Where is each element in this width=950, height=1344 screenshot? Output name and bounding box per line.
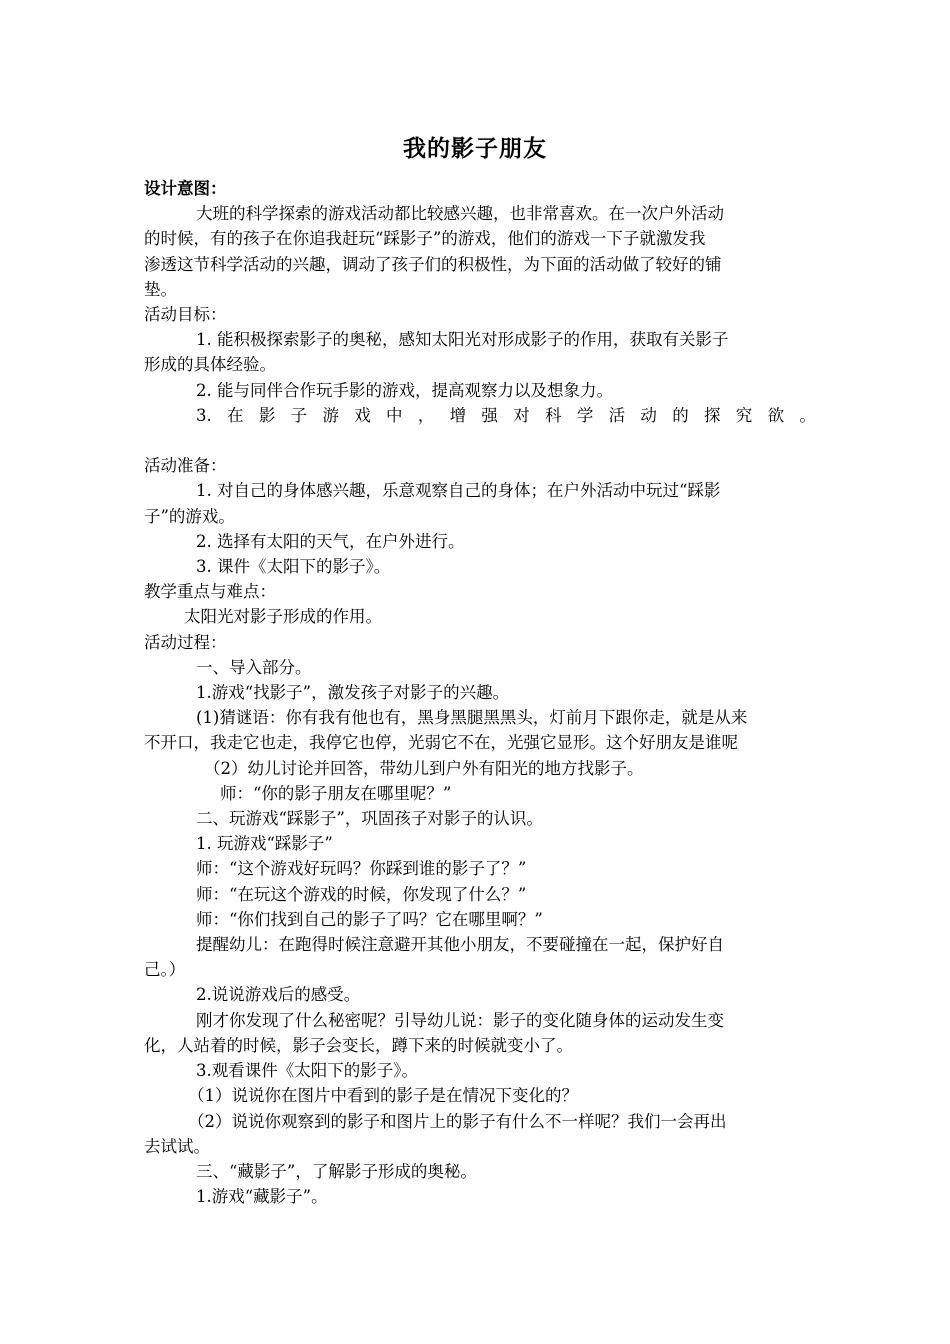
process-item: 1. 玩游戏“踩影子” bbox=[196, 834, 333, 854]
process-subitem: 去试试。 bbox=[144, 1136, 210, 1156]
process-part-heading: 三、“藏影子”，了解影子形成的奥秘。 bbox=[196, 1161, 477, 1181]
prep-line: 子”的游戏。 bbox=[144, 506, 235, 526]
goal-item-justified: 3. 在 影 子 游 戏 中 ， 增 强 对 科 学 活 动 的 探 究 欲 。 bbox=[196, 405, 816, 425]
process-item: （2）幼儿讨论并回答，带幼儿到户外有阳光的地方找影子。 bbox=[204, 758, 644, 778]
riddle-line: (1)猜谜语：你有我有他也有，黑身黑腿黑黑头，灯前月下跟你走，就是从来 bbox=[196, 708, 748, 728]
secret-line: 刚才你发现了什么秘密呢？引导幼儿说：影子的变化随身体的运动发生变 bbox=[196, 1010, 724, 1030]
goal-line: 1. 能积极探索影子的奥秘，感知太阳光对形成影子的作用，获取有关影子 bbox=[196, 330, 729, 350]
prep-line: 1. 对自己的身体感兴趣，乐意观察自己的身体；在户外活动中玩过“踩影 bbox=[196, 481, 721, 501]
section-heading-goals: 活动目标： bbox=[144, 305, 227, 325]
teacher-line: 师：“你的影子朋友在哪里呢？” bbox=[220, 783, 452, 803]
process-subitem: （1）说说你在图片中看到的影子是在情况下变化的？ bbox=[188, 1086, 578, 1106]
section-heading-focus: 教学重点与难点： bbox=[144, 582, 276, 602]
teacher-line: 师：“在玩这个游戏的时候，你发现了什么？” bbox=[196, 884, 527, 904]
prep-item: 2. 选择有太阳的天气，在户外进行。 bbox=[196, 531, 465, 551]
section-heading-prep: 活动准备： bbox=[144, 456, 227, 476]
section-heading-process: 活动过程： bbox=[144, 632, 227, 652]
design-line: 渗透这节科学活动的兴趣，调动了孩子们的积极性，为下面的活动做了较好的铺 bbox=[144, 254, 722, 274]
design-line: 大班的科学探索的游戏活动都比较感兴趣，也非常喜欢。在一次户外活动 bbox=[196, 204, 724, 224]
process-item: 1.游戏“找影子”，激发孩子对影子的兴趣。 bbox=[196, 683, 510, 703]
document-title: 我的影子朋友 bbox=[403, 136, 547, 162]
process-item: 2.说说游戏后的感受。 bbox=[196, 985, 361, 1005]
riddle-line: 不开口，我走它也走，我停它也停，光弱它不在，光强它显形。这个好朋友是谁呢 bbox=[144, 733, 738, 753]
section-heading-design: 设计意图： bbox=[144, 179, 227, 198]
process-item: 3.观看课件《太阳下的影子》。 bbox=[196, 1061, 418, 1081]
design-line: 垫。 bbox=[144, 279, 177, 299]
process-part-heading: 二、玩游戏“踩影子”，巩固孩子对影子的认识。 bbox=[196, 809, 543, 829]
process-item: 1.游戏“藏影子”。 bbox=[196, 1187, 328, 1207]
secret-line: 化，人站着的时候，影子会变长，蹲下来的时候就变小了。 bbox=[144, 1035, 573, 1055]
goal-item: 2. 能与同伴合作玩手影的游戏，提高观察力以及想象力。 bbox=[196, 380, 613, 400]
design-line: 的时候，有的孩子在你追我赶玩“踩影子”的游戏，他们的游戏一下子就激发我 bbox=[144, 229, 706, 249]
document-body bbox=[144, 176, 816, 1209]
prep-item: 3. 课件《太阳下的影子》。 bbox=[196, 557, 391, 577]
teacher-line: 师：“你们找到自己的影子了吗？它在哪里啊？” bbox=[196, 909, 543, 929]
remind-line: 提醒幼儿：在跑得时候注意避开其他小朋友，不要碰撞在一起，保护好自 bbox=[196, 935, 724, 955]
blank-line bbox=[144, 428, 810, 453]
focus-text: 太阳光对影子形成的作用。 bbox=[184, 607, 382, 627]
teacher-line: 师：“这个游戏好玩吗？你踩到谁的影子了？” bbox=[196, 859, 527, 879]
remind-line: 己。） bbox=[144, 960, 186, 980]
goal-line: 形成的具体经验。 bbox=[144, 355, 276, 375]
process-subitem: （2）说说你观察到的影子和图片上的影子有什么不一样呢？我们一会再出 bbox=[188, 1111, 727, 1131]
process-part-heading: 一、导入部分。 bbox=[196, 657, 312, 677]
